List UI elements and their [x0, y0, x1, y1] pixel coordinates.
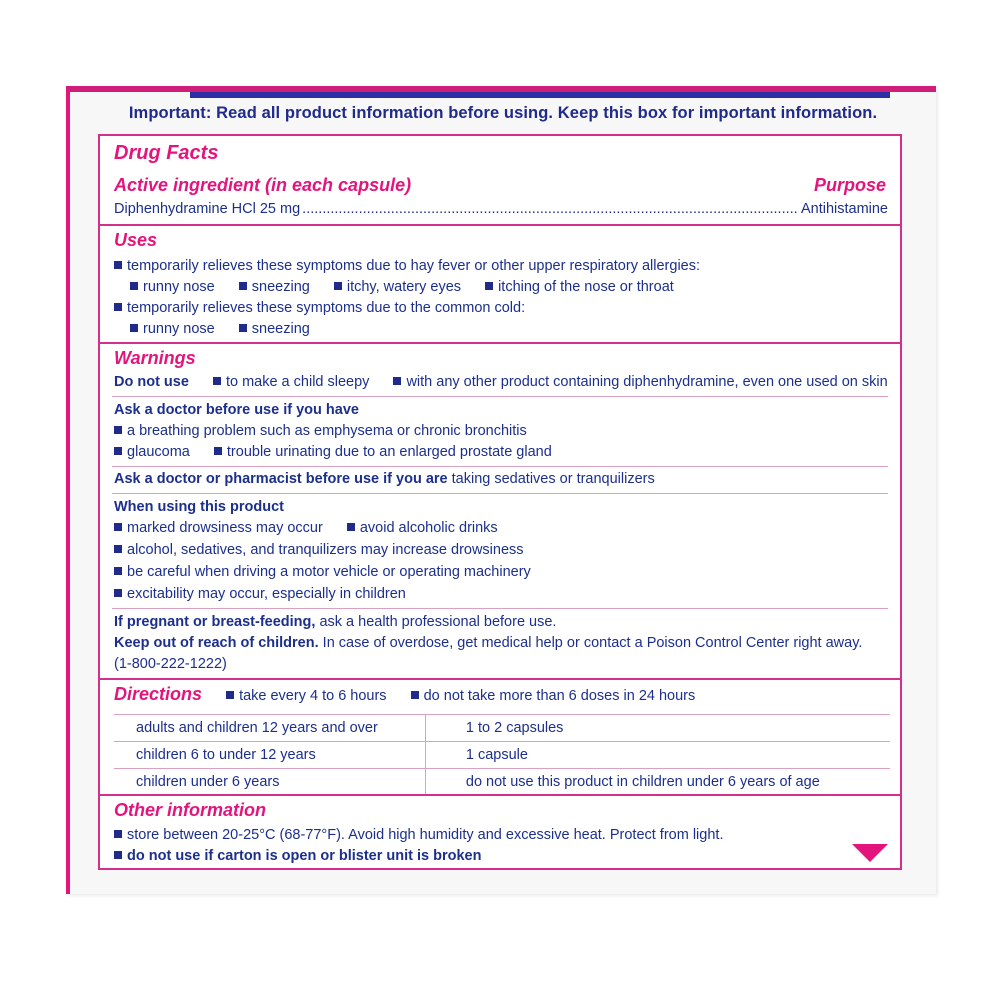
uses-section — [100, 224, 900, 342]
purpose-heading: Purpose — [813, 175, 886, 195]
bullet-icon — [334, 282, 342, 290]
drug-facts-panel — [98, 134, 902, 870]
dose-cell: 1 to 2 capsules — [425, 715, 890, 742]
dose-cell: 1 capsule — [425, 742, 890, 769]
ingredient-name: Diphenhydramine HCl 25 mg — [114, 201, 301, 217]
drug-facts-title: Drug Facts — [114, 142, 219, 164]
important-notice: Important: Read all product information before using. Keep this box for important information. — [128, 104, 878, 122]
warnings-section — [100, 342, 900, 678]
carton-top-band — [190, 92, 890, 98]
bullet-icon — [114, 830, 122, 838]
keep-out-line: Keep out of reach of children. In case of overdose, get medical help or contact a Poison Control Center right away. — [114, 635, 863, 651]
bullet-icon — [114, 567, 122, 575]
divider — [112, 466, 888, 467]
bullet-icon — [114, 545, 122, 553]
symptom: sneezing — [251, 321, 310, 337]
bullet-icon — [226, 691, 234, 699]
bullet-icon — [114, 261, 122, 269]
divider — [112, 493, 888, 494]
bullet-icon — [239, 324, 247, 332]
symptom: runny nose — [143, 321, 215, 337]
bullet-icon — [114, 447, 122, 455]
bullet-icon — [214, 447, 222, 455]
continue-arrow-icon — [852, 844, 888, 862]
uses-line-1: temporarily relieves these symptoms due to hay fever or other upper respiratory allergies: — [114, 258, 700, 274]
divider — [112, 608, 888, 609]
other-information-heading: Other information — [114, 800, 266, 820]
when-using-heading: When using this product — [114, 499, 284, 515]
symptom: sneezing — [251, 279, 310, 295]
ingredient-purpose: Antihistamine — [800, 201, 888, 217]
bullet-icon — [347, 523, 355, 531]
dose-cell: do not use this product in children under 6 years of age — [425, 769, 890, 796]
other-information-section — [100, 794, 900, 870]
active-ingredient-section — [100, 136, 900, 224]
bullet-icon — [114, 589, 122, 597]
table-row — [114, 715, 890, 742]
other-item: do not use if carton is open or blister unit is broken — [114, 848, 481, 864]
divider — [112, 396, 888, 397]
bullet-icon — [411, 691, 419, 699]
bullet-icon — [114, 303, 122, 311]
when-using-item: excitability may occur, especially in children — [114, 586, 406, 602]
bullet-icon — [130, 282, 138, 290]
directions-heading: Directions — [114, 684, 203, 704]
ingredient-row — [114, 201, 888, 217]
symptom: itching of the nose or throat — [498, 279, 674, 295]
ask-doctor-item: a breathing problem such as emphysema or chronic bronchitis — [114, 423, 527, 439]
cold-symptoms — [130, 321, 310, 337]
bullet-icon — [485, 282, 493, 290]
symptom: runny nose — [143, 279, 215, 295]
age-group-cell: adults and children 12 years and over — [114, 715, 425, 742]
bullet-icon — [114, 523, 122, 531]
bullet-icon — [114, 426, 122, 434]
ask-pharmacist-line: Ask a doctor or pharmacist before use if you are taking sedatives or tranquilizers — [114, 471, 655, 487]
table-row — [114, 742, 890, 769]
uses-heading: Uses — [114, 230, 158, 250]
when-using-item: marked drowsiness may occur avoid alcoholic drinks — [114, 520, 498, 536]
poison-control-phone: (1-800-222-1222) — [114, 656, 227, 672]
ask-doctor-heading: Ask a doctor before use if you have — [114, 402, 359, 418]
bullet-icon — [130, 324, 138, 332]
do-not-use-line: Do not use to make a child sleepy with any other product containing diphenhydramine, even one used on skin — [114, 374, 888, 390]
warnings-heading: Warnings — [114, 348, 196, 368]
directions-row: Directions take every 4 to 6 hours do not take more than 6 doses in 24 hours — [114, 684, 696, 704]
when-using-item: alcohol, sedatives, and tranquilizers may increase drowsiness — [114, 542, 524, 558]
table-row — [114, 769, 890, 796]
allergy-symptoms — [130, 279, 674, 295]
bullet-icon — [114, 851, 122, 859]
dot-leader — [302, 201, 799, 217]
dosage-table — [114, 714, 890, 795]
active-ingredient-heading: Active ingredient (in each capsule) — [114, 175, 412, 195]
ask-doctor-item: glaucoma trouble urinating due to an enlarged prostate gland — [114, 444, 552, 460]
directions-section — [100, 678, 900, 794]
age-group-cell: children under 6 years — [114, 769, 425, 796]
bullet-icon — [393, 377, 401, 385]
when-using-item: be careful when driving a motor vehicle or operating machinery — [114, 564, 531, 580]
uses-line-2: temporarily relieves these symptoms due to the common cold: — [114, 300, 525, 316]
other-item: store between 20-25°C (68-77°F). Avoid high humidity and excessive heat. Protect from light. — [114, 827, 723, 843]
symptom: itchy, watery eyes — [346, 279, 462, 295]
pregnant-line: If pregnant or breast-feeding, ask a health professional before use. — [114, 614, 557, 630]
bullet-icon — [239, 282, 247, 290]
bullet-icon — [213, 377, 221, 385]
age-group-cell: children 6 to under 12 years — [114, 742, 425, 769]
